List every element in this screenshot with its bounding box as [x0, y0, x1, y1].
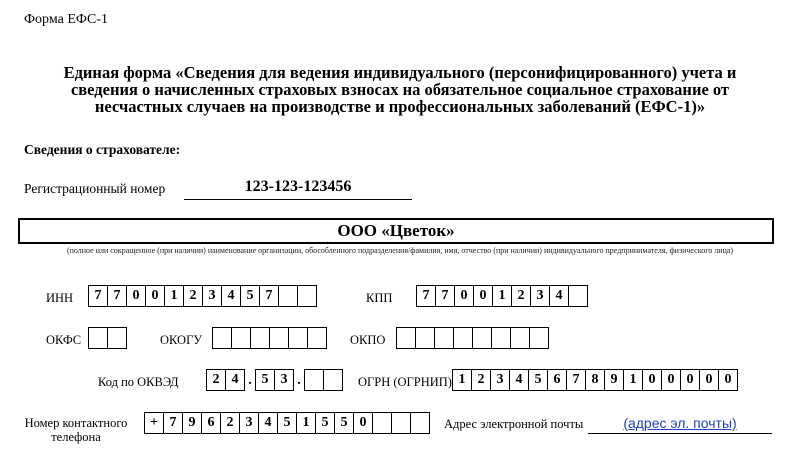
ogrn-label: ОГРН (ОГРНИП): [358, 375, 452, 389]
digit-cell[interactable]: [307, 327, 327, 349]
digit-cell[interactable]: [510, 327, 530, 349]
digit-cell[interactable]: 0: [661, 369, 681, 391]
digit-cell[interactable]: [391, 412, 411, 434]
digit-cell[interactable]: 0: [642, 369, 662, 391]
organization-name-field[interactable]: ООО «Цветок»: [18, 218, 774, 244]
phone-field[interactable]: [144, 412, 430, 434]
okved-group-3[interactable]: [304, 369, 343, 393]
digit-cell[interactable]: [278, 285, 298, 307]
digit-cell[interactable]: [250, 327, 270, 349]
digit-cell[interactable]: 0: [680, 369, 700, 391]
email-label: Адрес электронной почты: [444, 417, 584, 431]
okved-group-2[interactable]: [255, 369, 294, 393]
digit-cell[interactable]: 1: [623, 369, 643, 391]
digit-cell[interactable]: 5: [255, 369, 275, 391]
kpp-field[interactable]: [416, 285, 588, 307]
okved-group-1[interactable]: [206, 369, 245, 393]
okpo-field[interactable]: [396, 327, 549, 349]
digit-cell[interactable]: [568, 285, 588, 307]
digit-cell[interactable]: [297, 285, 317, 307]
digit-cell[interactable]: 3: [490, 369, 510, 391]
digit-cell[interactable]: 9: [604, 369, 624, 391]
title-line-2: сведения о начисленных страховых взносах на обязательное социальное страхование от: [70, 80, 730, 99]
digit-cell[interactable]: 4: [509, 369, 529, 391]
organization-note: (полное или сокращенное (при наличии) наименование организации, обособленного подразделения/фамилия, имя, отчество (при наличии) индивидуального предпринимателя, физического лица): [66, 246, 734, 255]
okogu-field[interactable]: [212, 327, 327, 349]
digit-cell[interactable]: 5: [315, 412, 335, 434]
digit-cell[interactable]: 6: [547, 369, 567, 391]
digit-cell[interactable]: 8: [585, 369, 605, 391]
digit-cell[interactable]: 0: [126, 285, 146, 307]
digit-cell[interactable]: [107, 327, 127, 349]
digit-cell[interactable]: 3: [530, 285, 550, 307]
digit-cell[interactable]: 4: [221, 285, 241, 307]
digit-cell[interactable]: [396, 327, 416, 349]
registration-label: Регистрационный номер: [24, 181, 166, 196]
okfs-field[interactable]: [88, 327, 127, 349]
digit-cell[interactable]: 7: [163, 412, 183, 434]
digit-cell[interactable]: 1: [492, 285, 512, 307]
title-line-3: несчастных случаев на производстве и профессиональных заболеваний (ЕФС-1)»: [94, 97, 706, 116]
okved-separator: .: [297, 373, 301, 388]
digit-cell[interactable]: 5: [528, 369, 548, 391]
digit-cell[interactable]: [231, 327, 251, 349]
digit-cell[interactable]: 4: [225, 369, 245, 391]
digit-cell[interactable]: 0: [145, 285, 165, 307]
phone-label: [24, 416, 128, 444]
digit-cell[interactable]: 2: [183, 285, 203, 307]
digit-cell[interactable]: 0: [699, 369, 719, 391]
digit-cell[interactable]: 7: [88, 285, 108, 307]
digit-cell[interactable]: [529, 327, 549, 349]
digit-cell[interactable]: 3: [274, 369, 294, 391]
registration-number-field[interactable]: 123-123-123456: [184, 177, 412, 200]
digit-cell[interactable]: 7: [566, 369, 586, 391]
digit-cell[interactable]: [269, 327, 289, 349]
digit-cell[interactable]: 4: [258, 412, 278, 434]
digit-cell[interactable]: [323, 369, 343, 391]
digit-cell[interactable]: 2: [471, 369, 491, 391]
digit-cell[interactable]: 7: [107, 285, 127, 307]
digit-cell[interactable]: 3: [202, 285, 222, 307]
digit-cell[interactable]: 0: [473, 285, 493, 307]
digit-cell[interactable]: [491, 327, 511, 349]
digit-cell[interactable]: [472, 327, 492, 349]
digit-cell[interactable]: 5: [240, 285, 260, 307]
digit-cell[interactable]: [415, 327, 435, 349]
digit-cell[interactable]: [212, 327, 232, 349]
ogrn-field[interactable]: [452, 369, 738, 391]
digit-cell[interactable]: [304, 369, 324, 391]
digit-cell[interactable]: 9: [182, 412, 202, 434]
digit-cell[interactable]: 5: [277, 412, 297, 434]
inn-field[interactable]: [88, 285, 317, 307]
okogu-label: ОКОГУ: [160, 333, 203, 347]
digit-cell[interactable]: 7: [435, 285, 455, 307]
digit-cell[interactable]: 1: [164, 285, 184, 307]
form-title: [20, 64, 780, 115]
digit-cell[interactable]: 4: [549, 285, 569, 307]
okpo-label: ОКПО: [350, 333, 386, 347]
digit-cell[interactable]: 7: [416, 285, 436, 307]
digit-cell[interactable]: 1: [296, 412, 316, 434]
digit-cell[interactable]: 2: [220, 412, 240, 434]
title-line-1: Единая форма «Сведения для ведения индивидуального (персонифицированного) учета и: [63, 63, 737, 82]
digit-cell[interactable]: +: [144, 412, 164, 434]
kpp-label: КПП: [366, 291, 393, 305]
digit-cell[interactable]: 7: [259, 285, 279, 307]
okfs-label: ОКФС: [46, 333, 82, 347]
digit-cell[interactable]: 0: [454, 285, 474, 307]
digit-cell[interactable]: 5: [334, 412, 354, 434]
digit-cell[interactable]: 0: [353, 412, 373, 434]
digit-cell[interactable]: 1: [452, 369, 472, 391]
digit-cell[interactable]: [453, 327, 473, 349]
digit-cell[interactable]: 2: [206, 369, 226, 391]
digit-cell[interactable]: 2: [511, 285, 531, 307]
digit-cell[interactable]: [88, 327, 108, 349]
section-header: Сведения о страхователе:: [24, 142, 181, 157]
digit-cell[interactable]: 3: [239, 412, 259, 434]
digit-cell[interactable]: [288, 327, 308, 349]
email-field[interactable]: (адрес эл. почты): [588, 413, 772, 434]
form-label: Форма ЕФС-1: [24, 12, 108, 27]
digit-cell[interactable]: 6: [201, 412, 221, 434]
okved-separator: .: [248, 373, 252, 388]
phone-label-line-2: телефона: [51, 430, 101, 444]
digit-cell[interactable]: [372, 412, 392, 434]
digit-cell[interactable]: [434, 327, 454, 349]
inn-label: ИНН: [46, 291, 74, 305]
okved-label: Код по ОКВЭД: [98, 375, 179, 389]
phone-label-line-1: Номер контактного: [24, 416, 128, 430]
digit-cell[interactable]: [410, 412, 430, 434]
digit-cell[interactable]: 0: [718, 369, 738, 391]
okved-field[interactable]: [206, 369, 343, 393]
